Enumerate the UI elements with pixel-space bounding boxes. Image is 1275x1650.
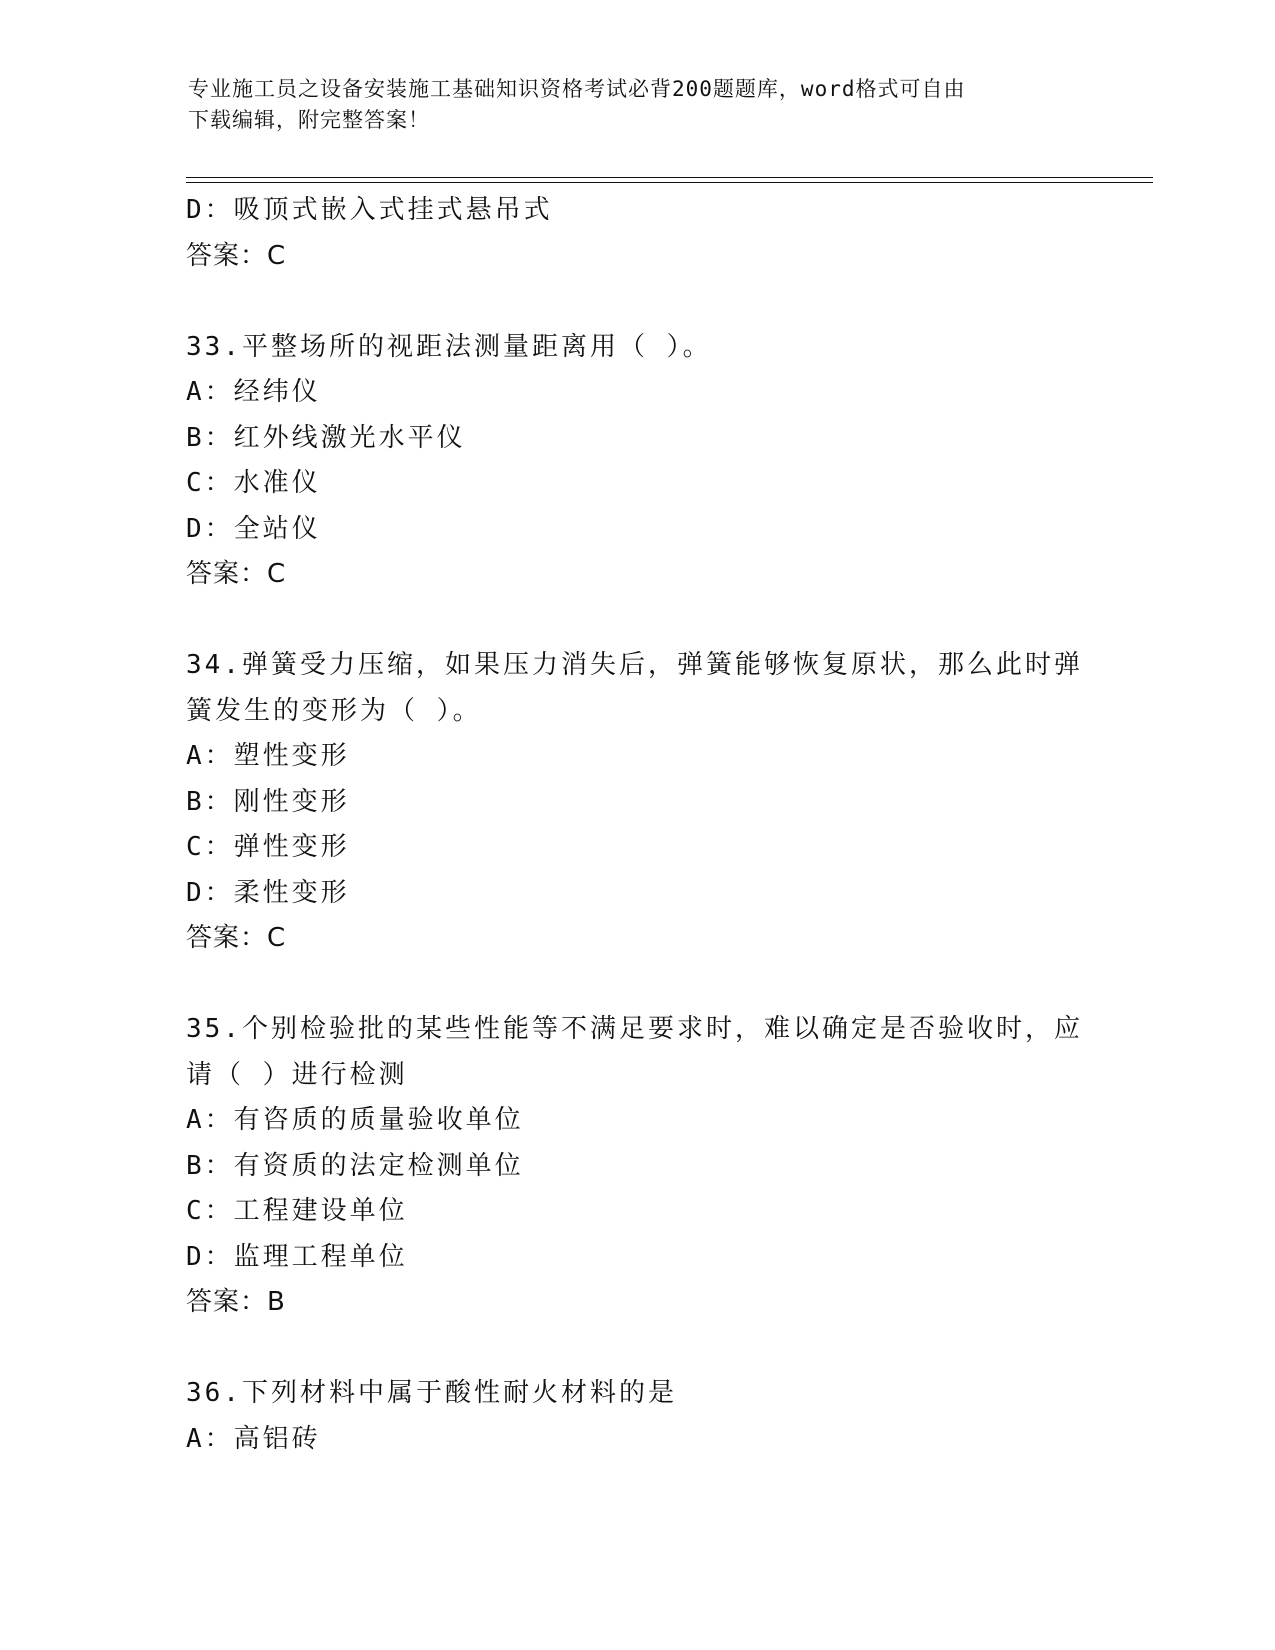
question-text-line-2: 簧发生的变形为（ ）。 [186,695,482,726]
question-32-tail [186,188,1086,279]
question-text-line-1: 34.弹簧受力压缩，如果压力消失后，弹簧能够恢复原状，那么此时弹 [186,650,1083,680]
header-divider-top [186,177,1153,178]
question-34 [186,643,1086,962]
question-text: 33.平整场所的视距法测量距离用（ ）。 [186,331,712,362]
option-d: D：柔性变形 [186,877,350,908]
header-title-line-2: 下载编辑，附完整答案！ [188,108,430,132]
option-d: D：吸顶式嵌入式挂式悬吊式 [186,195,553,225]
option-b: B：有资质的法定检测单位 [186,1150,524,1181]
question-text-line-2: 请（ ）进行检测 [186,1059,408,1090]
option-d: D：监理工程单位 [186,1241,408,1272]
answer: 答案：C [186,559,287,589]
option-d: D：全站仪 [186,513,321,544]
option-a: A：经纬仪 [186,377,321,407]
spacer [186,962,1086,1008]
option-a: A：高铝砖 [186,1423,321,1454]
document-header [188,74,1088,136]
spacer [186,1326,1086,1372]
question-35 [186,1007,1086,1326]
spacer [186,598,1086,644]
question-text-line-1: 35.个别检验批的某些性能等不满足要求时，难以确定是否验收时，应 [186,1014,1083,1044]
question-33 [186,325,1086,598]
question-list [186,188,1086,1462]
header-title-line-1: 专业施工员之设备安装施工基础知识资格考试必背200题题库，word格式可自由 [188,77,966,101]
option-b: B：红外线激光水平仪 [186,422,466,453]
answer: 答案：C [186,240,287,271]
question-36 [186,1371,1086,1462]
header-divider-bottom [186,182,1153,183]
option-c: C：工程建设单位 [186,1196,408,1226]
option-b: B：刚性变形 [186,786,350,817]
answer: 答案：B [186,1287,286,1317]
spacer [186,279,1086,325]
option-c: C：弹性变形 [186,832,350,862]
option-a: A：有咨质的质量验收单位 [186,1105,524,1135]
option-c: C：水准仪 [186,468,321,498]
answer: 答案：C [186,923,287,953]
option-a: A：塑性变形 [186,741,350,771]
question-text: 36.下列材料中属于酸性耐火材料的是 [186,1378,677,1408]
